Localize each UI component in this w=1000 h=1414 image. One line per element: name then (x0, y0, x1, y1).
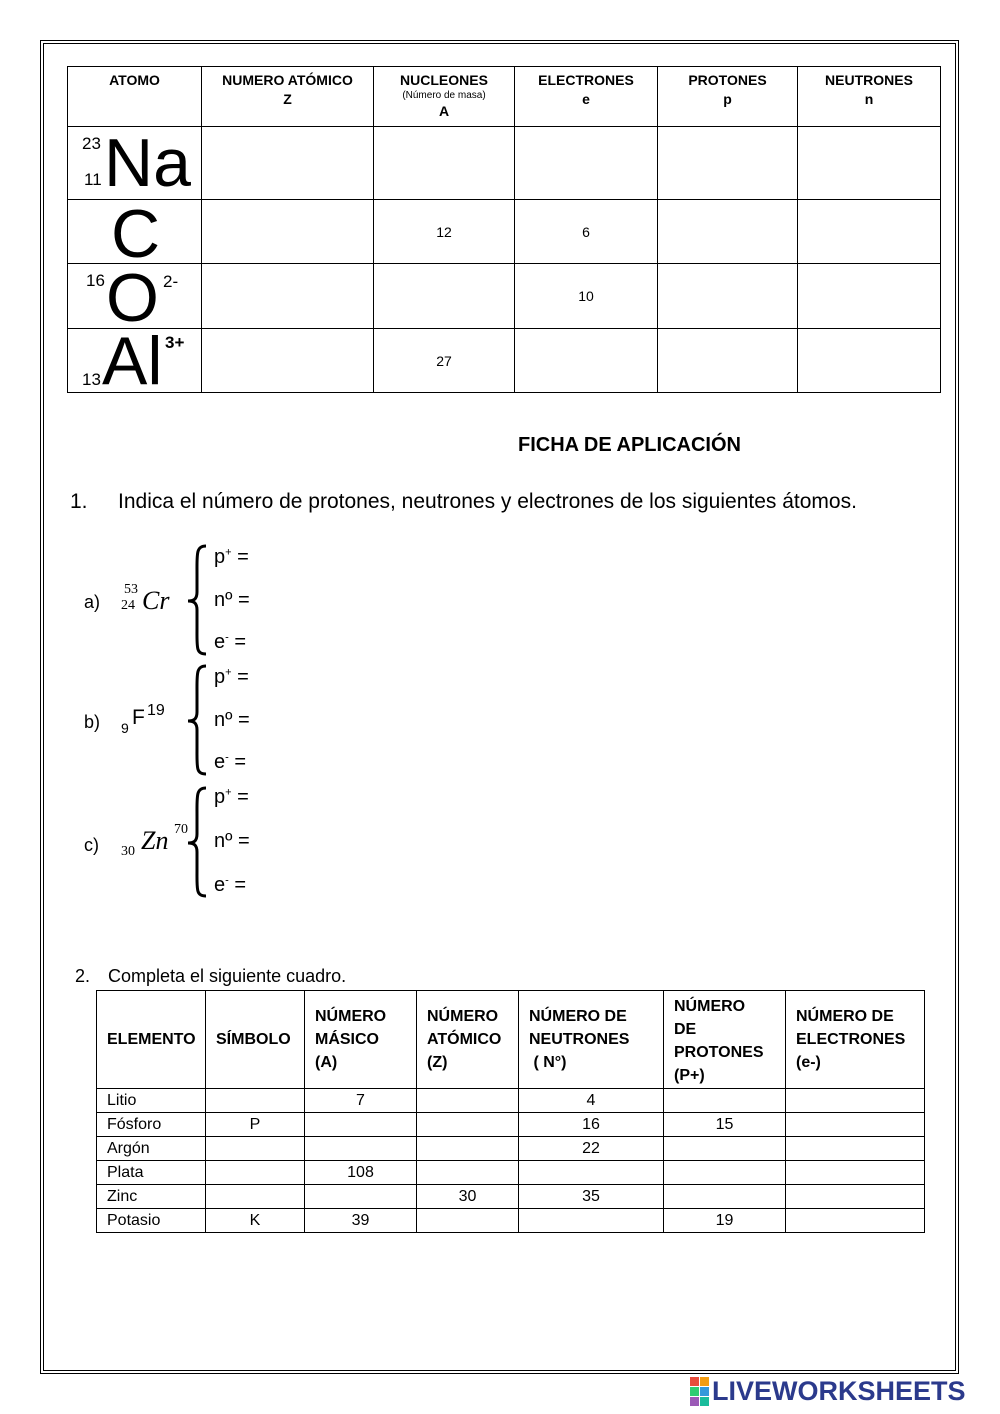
question-1-text: Indica el número de protones, neutrones y electrones de los siguientes átomos. (118, 490, 857, 513)
table-row (97, 1113, 925, 1137)
electrons-line: e- = (214, 751, 247, 773)
cell-protones[interactable] (664, 1161, 786, 1185)
element-symbol: F (132, 706, 145, 729)
logo-square (700, 1387, 709, 1396)
cell-simbolo[interactable] (206, 1185, 305, 1209)
answer-n[interactable] (798, 127, 941, 200)
mass-number: 23 (82, 134, 101, 153)
cell-electrones[interactable] (786, 1161, 925, 1185)
answer-e[interactable] (515, 127, 658, 200)
table-row (97, 1161, 925, 1185)
cell-simbolo: K (206, 1209, 305, 1233)
cell-atomico[interactable] (417, 1161, 519, 1185)
cell-elemento: Potasio (97, 1209, 206, 1233)
cell-neutrones: 35 (519, 1185, 664, 1209)
header-protones: PROTONES p (658, 67, 798, 127)
question-2 (75, 966, 346, 987)
header-numero-electrones: NÚMERO DE ELECTRONES (e-) (786, 991, 925, 1089)
cell-neutrones: 4 (519, 1089, 664, 1113)
mass-number: 16 (86, 271, 105, 290)
brace-icon (186, 664, 210, 776)
table-row (97, 1089, 925, 1113)
atom-row-al (68, 329, 941, 393)
atom-row-na (68, 127, 941, 200)
header-numero-protones: NÚMERO DE PROTONES (P+) (664, 991, 786, 1089)
header-elemento: ELEMENTO (97, 991, 206, 1089)
charge: 3+ (165, 333, 185, 352)
cell-electrones[interactable] (786, 1209, 925, 1233)
item-b-label: b) (84, 712, 101, 732)
cell-elemento: Argón (97, 1137, 206, 1161)
cell-simbolo[interactable] (206, 1161, 305, 1185)
liveworksheets-logo-icon (690, 1377, 709, 1406)
answer-z[interactable] (202, 200, 374, 264)
question-1 (70, 490, 857, 514)
element-symbol: Na (104, 125, 191, 201)
cell-masico[interactable] (305, 1185, 417, 1209)
cell-atomico[interactable] (417, 1137, 519, 1161)
answer-a: 27 (374, 329, 515, 393)
brace-icon (186, 544, 210, 656)
atomic-number: 13 (82, 370, 101, 389)
cell-protones[interactable] (664, 1089, 786, 1113)
answer-z[interactable] (202, 127, 374, 200)
item-c-label: c) (84, 835, 99, 855)
cell-masico: 108 (305, 1161, 417, 1185)
element-symbol: C (111, 196, 161, 272)
cell-electrones[interactable] (786, 1185, 925, 1209)
answer-p[interactable] (658, 264, 798, 329)
cell-atomico[interactable] (417, 1113, 519, 1137)
section-title: FICHA DE APLICACIÓN (518, 434, 741, 456)
atoms-table (67, 66, 941, 399)
answer-a[interactable] (374, 264, 515, 329)
header-numero-atomico: NÚMERO ATÓMICO (Z) (417, 991, 519, 1089)
mass-number: 70 (174, 822, 188, 837)
atom-row-o (68, 264, 941, 329)
answer-n[interactable] (798, 329, 941, 393)
answer-z[interactable] (202, 264, 374, 329)
header-numero-atomico: NUMERO ATÓMICO Z (202, 67, 374, 127)
item-a-label: a) (84, 592, 101, 612)
header-numero-masico: NÚMERO MÁSICO (A) (305, 991, 417, 1089)
answer-e: 10 (515, 264, 658, 329)
atom-cell (68, 260, 202, 336)
atomic-number: 24 (121, 598, 135, 613)
atomic-number: 11 (84, 170, 102, 189)
cell-elemento: Plata (97, 1161, 206, 1185)
answer-p[interactable] (658, 127, 798, 200)
cell-elemento: Fósforo (97, 1113, 206, 1137)
protons-line: p+ = (214, 546, 249, 568)
header-electrones: ELECTRONES e (515, 67, 658, 127)
logo-square (690, 1397, 699, 1406)
question-2-number: 2. (75, 966, 91, 986)
answer-e[interactable] (515, 329, 658, 393)
cell-masico[interactable] (305, 1113, 417, 1137)
answer-p[interactable] (658, 329, 798, 393)
cell-atomico[interactable] (417, 1209, 519, 1233)
cell-neutrones[interactable] (519, 1161, 664, 1185)
cell-masico: 7 (305, 1089, 417, 1113)
liveworksheets-logo-text: LIVEWORKSHEETS (712, 1375, 966, 1406)
neutrons-line: nº = (214, 830, 250, 852)
answer-a: 12 (374, 200, 515, 264)
cell-electrones[interactable] (786, 1089, 925, 1113)
mass-number: 53 (124, 582, 138, 597)
table-row (97, 1209, 925, 1233)
answer-e: 6 (515, 200, 658, 264)
elements-table-header (97, 991, 925, 1089)
header-numero-neutrones: NÚMERO DE NEUTRONES ( N°) (519, 991, 664, 1089)
answer-z[interactable] (202, 329, 374, 393)
neutrons-line: nº = (214, 589, 250, 611)
element-symbol: Cr (142, 586, 170, 615)
question-1-number: 1. (70, 490, 88, 513)
header-atomo: ATOMO (68, 67, 202, 127)
cell-neutrones[interactable] (519, 1209, 664, 1233)
table-row (97, 1137, 925, 1161)
atom-cell (68, 196, 202, 272)
header-simbolo: SÍMBOLO (206, 991, 305, 1089)
answer-n[interactable] (798, 200, 941, 264)
elements-table (96, 990, 925, 1233)
logo-square (690, 1377, 699, 1386)
cell-protones: 15 (664, 1113, 786, 1137)
neutrons-line: nº = (214, 709, 250, 731)
protons-line: p+ = (214, 786, 249, 808)
cell-atomico: 30 (417, 1185, 519, 1209)
answer-a[interactable] (374, 127, 515, 200)
atoms-table-header (68, 67, 941, 127)
cell-simbolo: P (206, 1113, 305, 1137)
atom-row-c (68, 200, 941, 264)
item-b-formula (118, 700, 178, 740)
atom-cell (68, 127, 202, 200)
electrons-line: e- = (214, 874, 247, 896)
brace-icon (186, 786, 210, 898)
liveworksheets-logo (690, 1374, 966, 1408)
cell-electrones[interactable] (786, 1137, 925, 1161)
element-symbol: Zn (141, 826, 169, 855)
cell-simbolo[interactable] (206, 1089, 305, 1113)
answer-n[interactable] (798, 264, 941, 329)
cell-neutrones: 22 (519, 1137, 664, 1161)
logo-square (690, 1387, 699, 1396)
logo-square (700, 1377, 709, 1386)
protons-line: p+ = (214, 666, 249, 688)
cell-protones: 19 (664, 1209, 786, 1233)
electrons-line: e- = (214, 631, 247, 653)
cell-electrones[interactable] (786, 1113, 925, 1137)
cell-elemento: Zinc (97, 1185, 206, 1209)
logo-square (700, 1397, 709, 1406)
atom-cell (68, 323, 202, 399)
cell-protones[interactable] (664, 1185, 786, 1209)
answer-p[interactable] (658, 200, 798, 264)
atomic-number: 9 (121, 720, 129, 736)
element-symbol: O (106, 260, 159, 336)
cell-atomico[interactable] (417, 1089, 519, 1113)
question-2-text: Completa el siguiente cuadro. (108, 966, 347, 986)
cell-masico: 39 (305, 1209, 417, 1233)
charge: 2- (163, 272, 179, 291)
header-neutrones: NEUTRONES n (798, 67, 941, 127)
cell-simbolo[interactable] (206, 1137, 305, 1161)
cell-protones[interactable] (664, 1137, 786, 1161)
mass-number: 19 (147, 702, 165, 719)
table-row (97, 1185, 925, 1209)
element-symbol: Al (102, 323, 163, 399)
atomic-number: 30 (121, 844, 135, 859)
item-a-formula (118, 580, 178, 620)
cell-masico[interactable] (305, 1137, 417, 1161)
header-nucleones: NUCLEONES (Número de masa) A (374, 67, 515, 127)
cell-neutrones: 16 (519, 1113, 664, 1137)
cell-elemento: Litio (97, 1089, 206, 1113)
